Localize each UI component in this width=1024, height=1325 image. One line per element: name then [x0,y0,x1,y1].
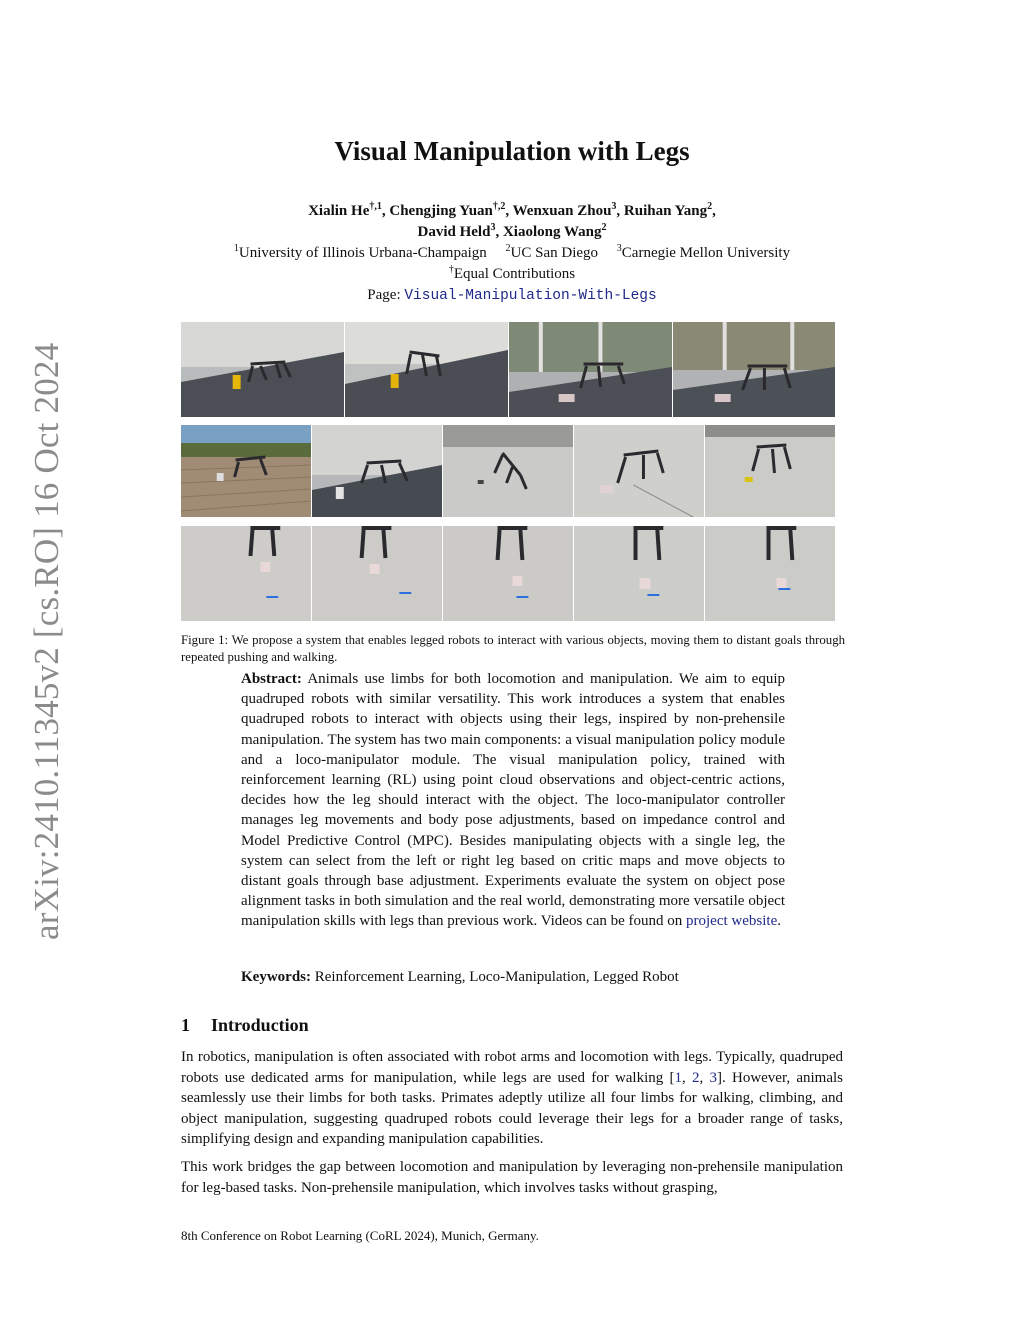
keywords-label: Keywords: [241,969,311,985]
photo-row3-1 [181,526,312,621]
photo-row2-5 [705,425,836,517]
abstract-text: Animals use limbs for both locomotion and manipulation. We aim to equip quadruped robots with similar versatility. This work introduces a system that enables quadruped robots to interact with objects using their legs, inspired by non-prehensile manipulation. The system has two main components: a visual manipulation policy module and a loco-manipulator module. The visual manipulation policy, trained with reinforcement learning (RL) using point cloud observations and object-centric actions, decides how the leg should interact with the object. The loco-manipulator controller manages leg movements and body pose adjustments, based on impedance control and Model Predictive Control (MPC). Besides manipulating objects with a single leg, the system can select from the left or right leg based on critic maps and move objects to distant goals through base adjustment. Experiments evaluate the system on object pose alignment tasks in both simulation and the real world, demonstrating more versatile object manipulation skills with legs than previous work. Videos can be found on [241,671,785,930]
photo-row3-2 [312,526,443,621]
keywords-text: Reinforcement Learning, Loco-Manipulation, Legged Robot [314,969,679,985]
author-line-2: David Held$^3$, Xiaolong Wang$^2$ [417,222,607,240]
photo-row3-5 [705,526,836,621]
photo-row1-2 [345,322,509,417]
photo-row2-3 [443,425,574,517]
photo-row1-4 [673,322,836,417]
figure-1-photo-grid [181,322,836,621]
project-page-link[interactable]: Visual-Manipulation-With-Legs [404,288,657,304]
project-page: Page: Visual-Manipulation-With-Legs [367,287,657,304]
citation-2[interactable]: 2 [692,1069,700,1086]
intro-paragraph-2: This work bridges the gap between locomotion and manipulation by leveraging non-prehensile manipulation for leg-based tasks. Non-prehensile manipulation, which involves tasks without grasping, [181,1159,843,1196]
affiliations: $^1$University of Illinois Urbana-Champaign $^2$UC San Diego $^3$Carnegie Mellon University [233,243,791,261]
photo-row2-1 [181,425,312,517]
photo-row2-2 [312,425,443,517]
conference-footer: 8th Conference on Robot Learning (CoRL 2024), Munich, Germany. [181,1228,539,1243]
section-heading-introduction: 1 Introduction [181,1015,309,1035]
author-line-1: Xialin $He^{\dagger,1}$, Chengjing Yuan$^{\dagger,2}$, Wenxuan Zhou$^3$, Ruihan Yang$^2$, [308,201,716,219]
intro-paragraph-1: In robotics, manipulation is often associated with robot arms and locomotion with legs. Typically, quadruped robots use dedicated arms for manipulation, while legs are used for walking [1, 2, 3]. However, animals seamlessly use their limbs for both tasks. Primates adeptly utilize all four limbs for walking, climbing, and object manipulation, suggesting quadruped robots could leverage their legs for a broader range of tasks, simplifying design and expanding manipulation capabilities. [181,1049,844,1147]
photo-row3-4 [574,526,705,621]
citation-1[interactable]: 1 [674,1069,682,1086]
photo-row1-1 [181,322,345,417]
keywords [241,969,801,986]
photo-row2-4 [574,425,705,517]
abstract: Abstract: Animals use limbs for both locomotion and manipulation. We aim to equip quadruped robots with similar versatility. This work introduces a system that enables quadruped robots to interact with objects using their legs, inspired by non-prehensile manipulation. The system has two main components: a visual manipulation policy module and a loco-manipulator module. The visual manipulation policy, trained with reinforcement learning (RL) using point cloud observations and object-centric actions, decides how the leg should interact with the object. The loco-manipulator controller manages leg movements and body pose adjustments, based on impedance control and Model Predictive Control (MPC). Besides manipulating objects with a single leg, the system can select from the left or right leg based on critic maps and move objects to distant goals through base adjustment. Experiments evaluate the system on object pose alignment tasks in both simulation and the real world, demonstrating more versatile object manipulation skills with legs than previous work. Videos can be found on project website. [241,671,785,930]
paper-title: Visual Manipulation with Legs [334,136,690,166]
project-website-link[interactable]: project website [686,913,778,930]
photo-row3-3 [443,526,574,621]
equal-contributions: †Equal Contributions [448,264,576,282]
author-block [0,201,1024,307]
figure-1-caption: Figure 1: We propose a system that enables legged robots to interact with various objects, moving them to distant goals through repeated pushing and walking. [181,633,845,664]
photo-row1-3 [509,322,673,417]
citation-3[interactable]: 3 [709,1069,717,1086]
abstract-label: Abstract: [241,671,302,687]
arxiv-identifier: arXiv:2410.11345v2 [cs.RO] 16 Oct 2024 [27,342,66,940]
